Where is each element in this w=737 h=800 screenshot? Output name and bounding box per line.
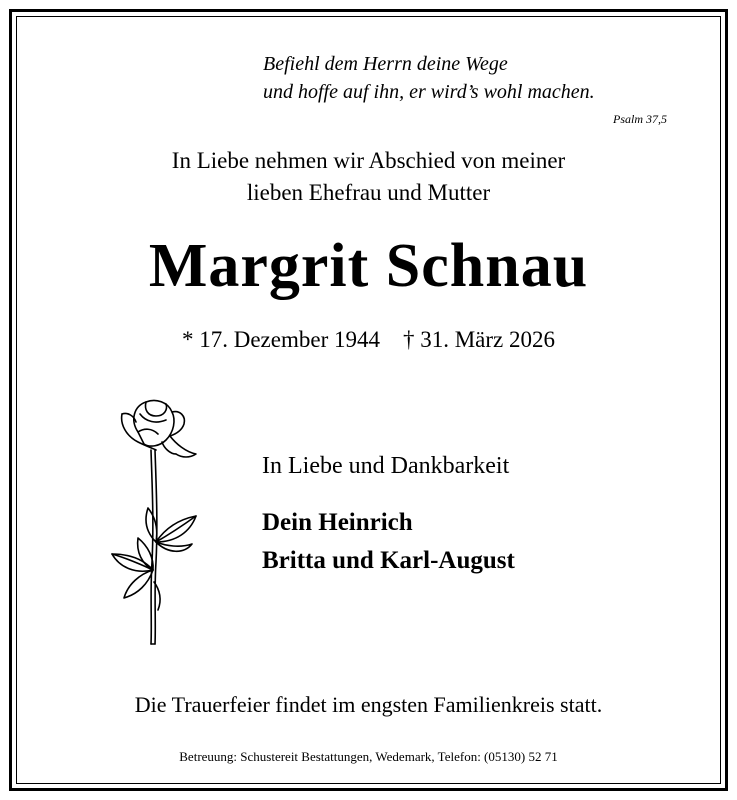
mourners-list	[262, 504, 515, 580]
psalm-line-2: und hoffe auf ihn, er wird’s wohl machen.	[263, 81, 595, 103]
psalm-reference: Psalm 37,5	[613, 112, 667, 126]
deceased-name: Margrit Schnau	[148, 232, 589, 300]
life-dates: * 17. Dezember 1944 † 31. März 2026	[181, 327, 556, 352]
rose-icon	[100, 392, 215, 652]
intro-line-1: In Liebe nehmen wir Abschied von meiner	[171, 148, 566, 173]
intro-line-2: lieben Ehefrau und Mutter	[246, 180, 491, 205]
intro-text	[0, 145, 737, 209]
service-note: Die Trauerfeier findet im engsten Familienkreis statt.	[134, 692, 603, 717]
funeral-home-footer: Betreuung: Schustereit Bestattungen, Wedemark, Telefon: (05130) 52 71	[179, 749, 558, 764]
mourner-name: Britta und Karl-August	[262, 547, 515, 574]
psalm-quote	[263, 50, 595, 106]
mourners-intro: In Liebe und Dankbarkeit	[262, 453, 510, 479]
psalm-line-1: Befiehl dem Herrn deine Wege	[263, 53, 508, 75]
mourner-name: Dein Heinrich	[262, 509, 413, 536]
